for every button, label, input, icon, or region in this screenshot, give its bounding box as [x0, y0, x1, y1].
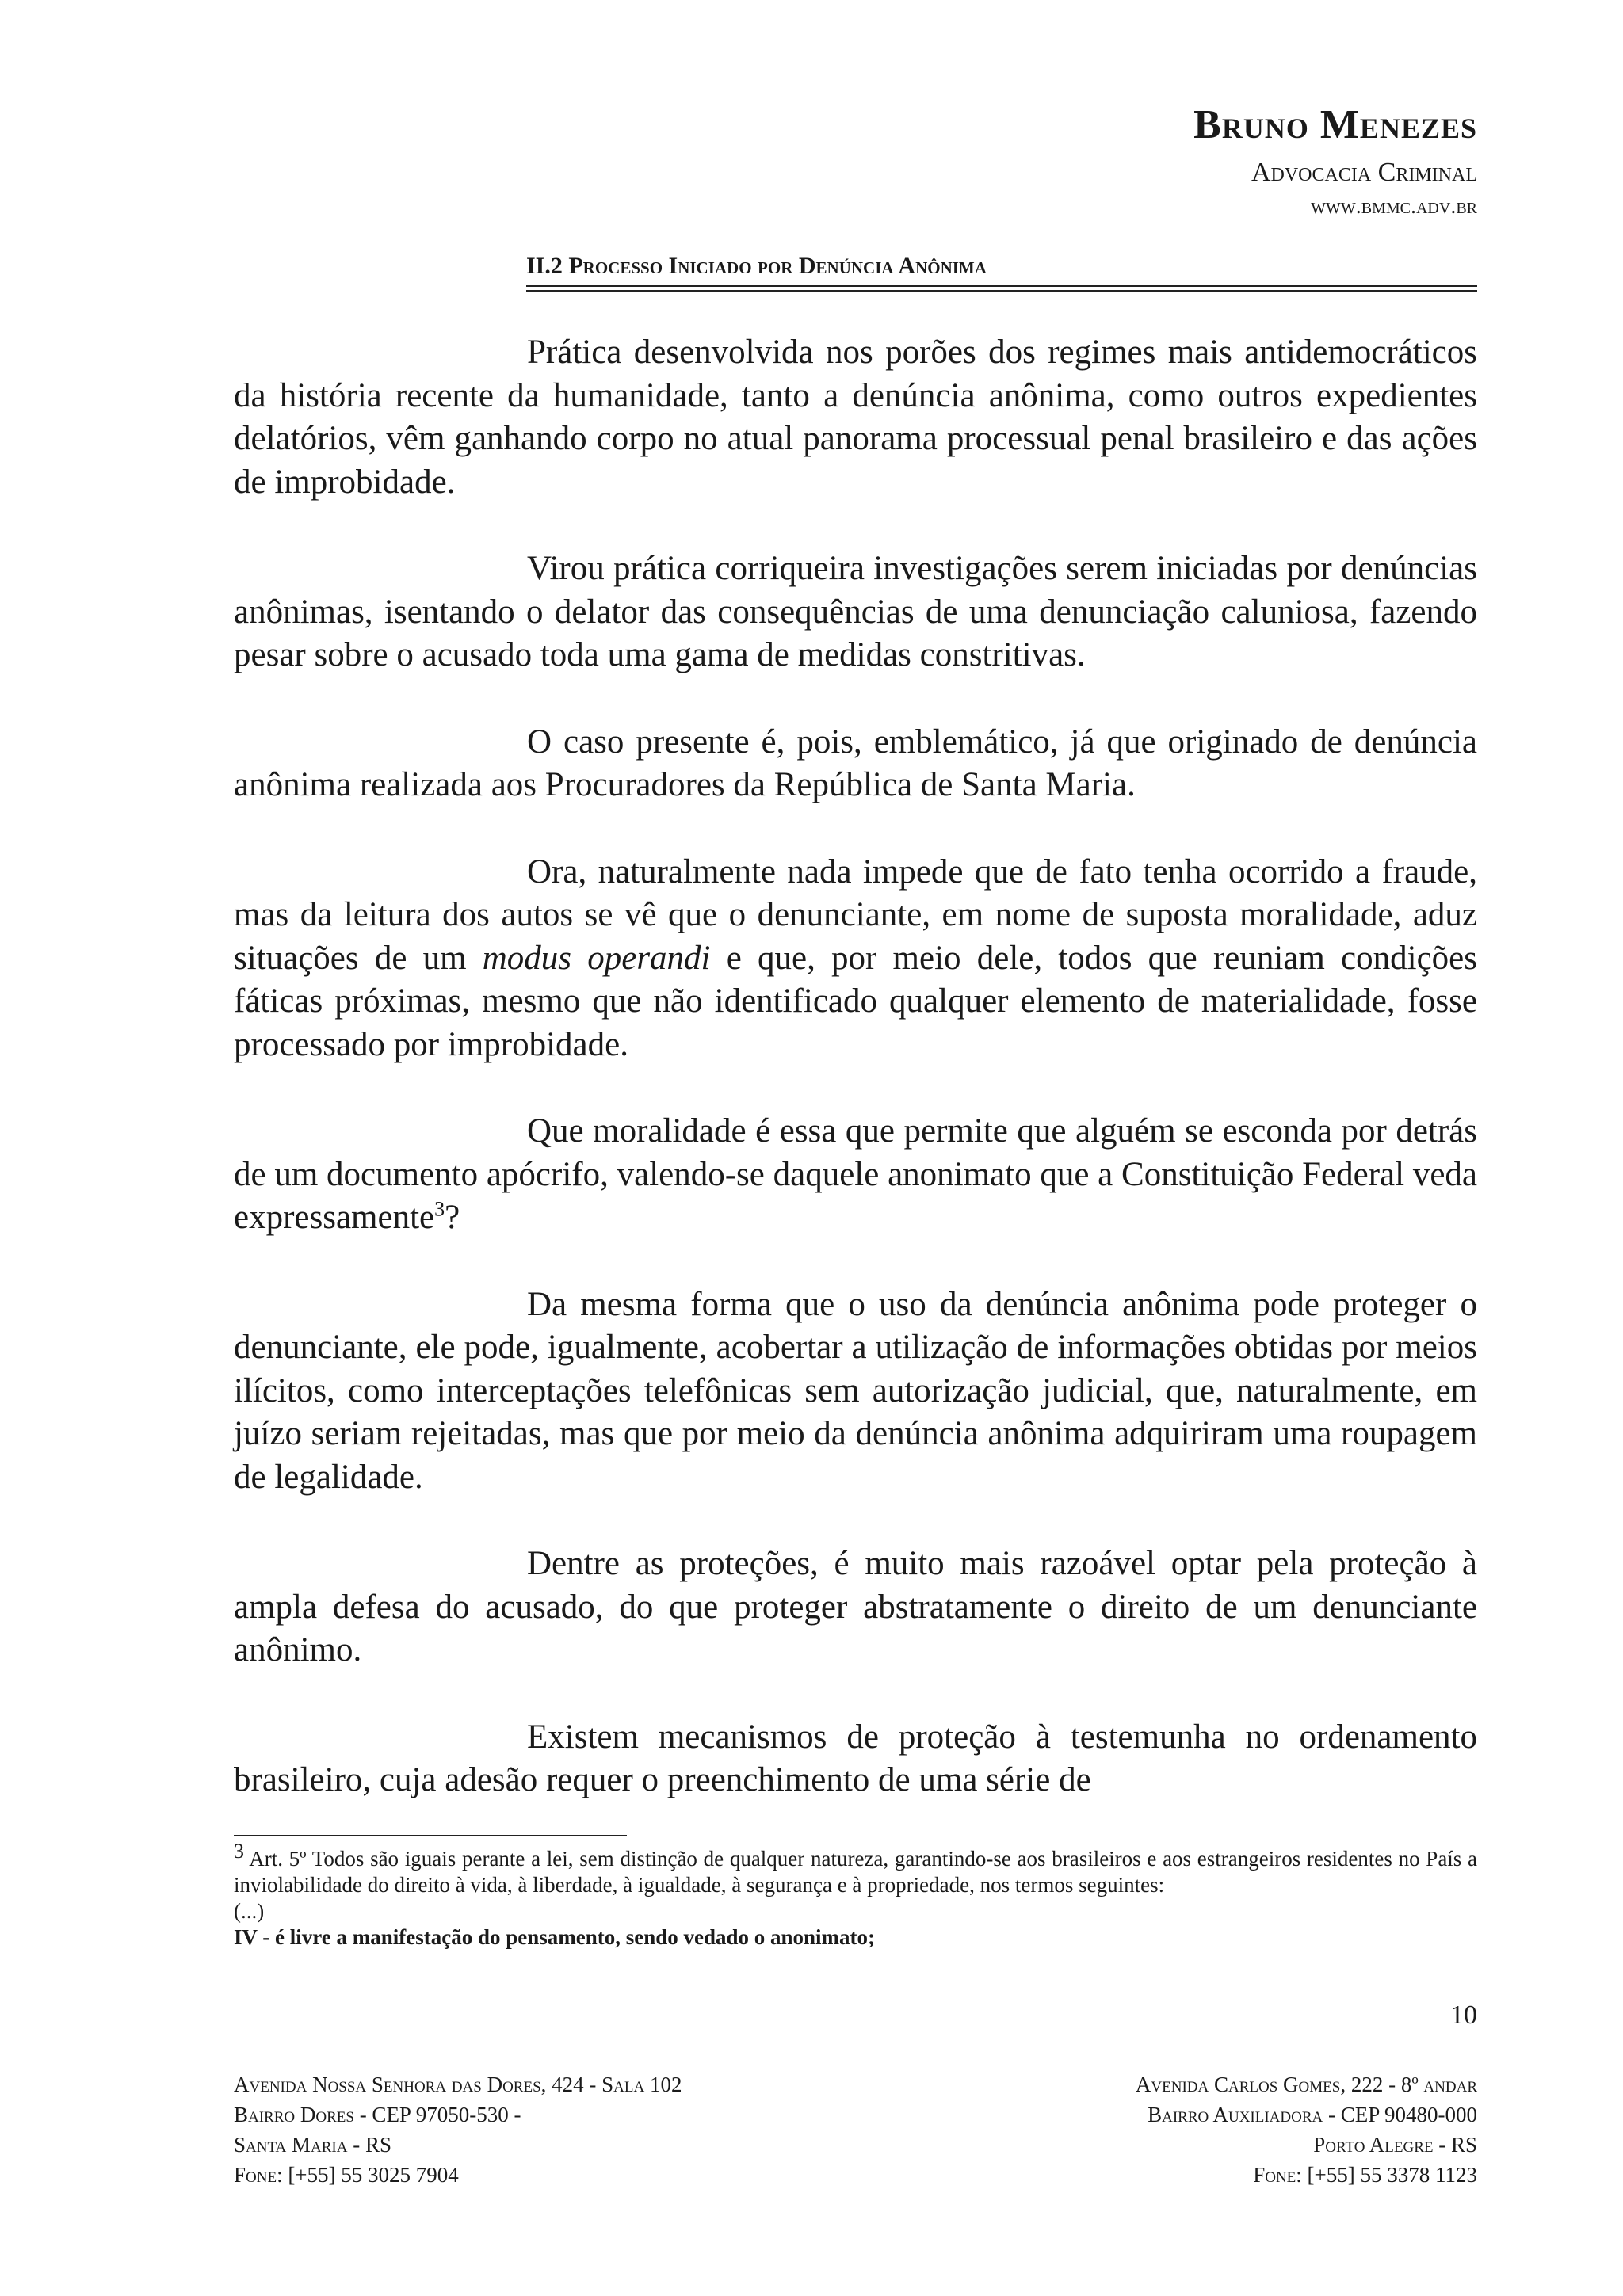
footnote-text: Art. 5º Todos são iguais perante a lei, sem distinção de qualquer natureza, garantindo-se aos brasileiros e aos estrangeiros residentes no País a inviolabilidade do direito à vida, à liberdade, à igualdade, à segurança e à propriedade, nos termos seguintes:: [234, 1847, 1477, 1897]
body-text: [234, 331, 1477, 1802]
footer-right-line-2: Bairro Auxiliadora - CEP 90480-000: [1148, 2103, 1477, 2126]
section-title-rule: [526, 285, 1477, 292]
footer-left-line-1: Avenida Nossa Senhora das Dores, 424 - Sala 102: [234, 2073, 682, 2096]
paragraph-4: [234, 851, 1477, 1067]
paragraph-5: [234, 1110, 1477, 1240]
paragraph-4-text-b: e que, por meio dele, todos que reuniam condições fáticas próximas, mesmo que não identificado qualquer elemento de materialidade, fosse processado por improbidade.: [234, 939, 1477, 1063]
footnotes: [234, 1840, 1477, 1951]
footer-address-santa-maria: [234, 2069, 682, 2190]
brand-subtitle: Advocacia Criminal: [1251, 158, 1477, 187]
paragraph-4-italic-term: modus operandi: [482, 939, 711, 977]
paragraph-8: Existem mecanismos de proteção à testemunha no ordenamento brasileiro, cuja adesão requer o preenchimento de uma série de: [234, 1718, 1477, 1798]
letterhead: [234, 101, 1477, 220]
paragraph-5-text: Que moralidade é essa que permite que alguém se esconda por detrás de um documento apócrifo, valendo-se daquele anonimato que a Constituição Federal veda expressamente: [234, 1112, 1477, 1236]
footnote-item: IV - é livre a manifestação do pensamento, sendo vedado o anonimato;: [234, 1925, 876, 1949]
footer-right-line-1: Avenida Carlos Gomes, 222 - 8º andar: [1135, 2073, 1477, 2096]
brand-name: Bruno Menezes: [1193, 102, 1477, 147]
paragraph-1: Prática desenvolvida nos porões dos regimes mais antidemocráticos da história recente da humanidade, tanto a denúncia anônima, como outros expedientes delatórios, vêm ganhando corpo no atual panorama processual penal brasileiro e das ações de improbidade.: [234, 334, 1477, 501]
page-number: 10: [1450, 2000, 1477, 2030]
paragraph-4-text-a: Ora, naturalmente nada impede que de fato tenha ocorrido a fraude, mas da leitura dos autos se vê que o denunciante, em nome de suposta moralidade, aduz situações de um: [234, 852, 1477, 977]
footer-left-line-3: Santa Maria - RS: [234, 2133, 391, 2157]
footer-address-porto-alegre: [1136, 2069, 1477, 2190]
footer-right-phone: Fone: [+55] 55 3378 1123: [1253, 2163, 1477, 2187]
footnote-marker: 3: [234, 1840, 244, 1863]
footer-right-line-3: Porto Alegre - RS: [1313, 2133, 1477, 2157]
paragraph-2: Virou prática corriqueira investigações serem iniciadas por denúncias anônimas, isentando o delator das consequências de uma denunciação caluniosa, fazendo pesar sobre o acusado toda uma gama de medidas constritivas.: [234, 550, 1477, 673]
paragraph-7: Dentre as proteções, é muito mais razoável optar pela proteção à ampla defesa do acusado, do que proteger abstratamente o direito de um denunciante anônimo.: [234, 1545, 1477, 1669]
section-title: II.2 Processo Iniciado por Denúncia Anônima: [526, 253, 987, 279]
website-link[interactable]: www.bmmc.adv.br: [1311, 194, 1477, 219]
paragraph-6: Da mesma forma que o uso da denúncia anônima pode proteger o denunciante, ele pode, igualmente, acobertar a utilização de informações obtidas por meios ilícitos, como interceptações telefônicas sem autorização judicial, que, naturalmente, em juízo seriam rejeitadas, mas que por meio da denúncia anônima adquiriram uma roupagem de legalidade.: [234, 1285, 1477, 1496]
footnote-separator: [234, 1835, 627, 1836]
footer-left-line-2: Bairro Dores - CEP 97050-530 -: [234, 2103, 521, 2126]
footnote-reference[interactable]: 3: [434, 1197, 445, 1221]
footer-left-phone: Fone: [+55] 55 3025 7904: [234, 2163, 459, 2187]
paragraph-3: O caso presente é, pois, emblemático, já que originado de denúncia anônima realizada aos Procuradores da República de Santa Maria.: [234, 723, 1477, 803]
footnote-ellipsis: (...): [234, 1899, 265, 1923]
paragraph-5-end: ?: [445, 1199, 460, 1236]
footnote-3: [234, 1840, 1477, 1898]
